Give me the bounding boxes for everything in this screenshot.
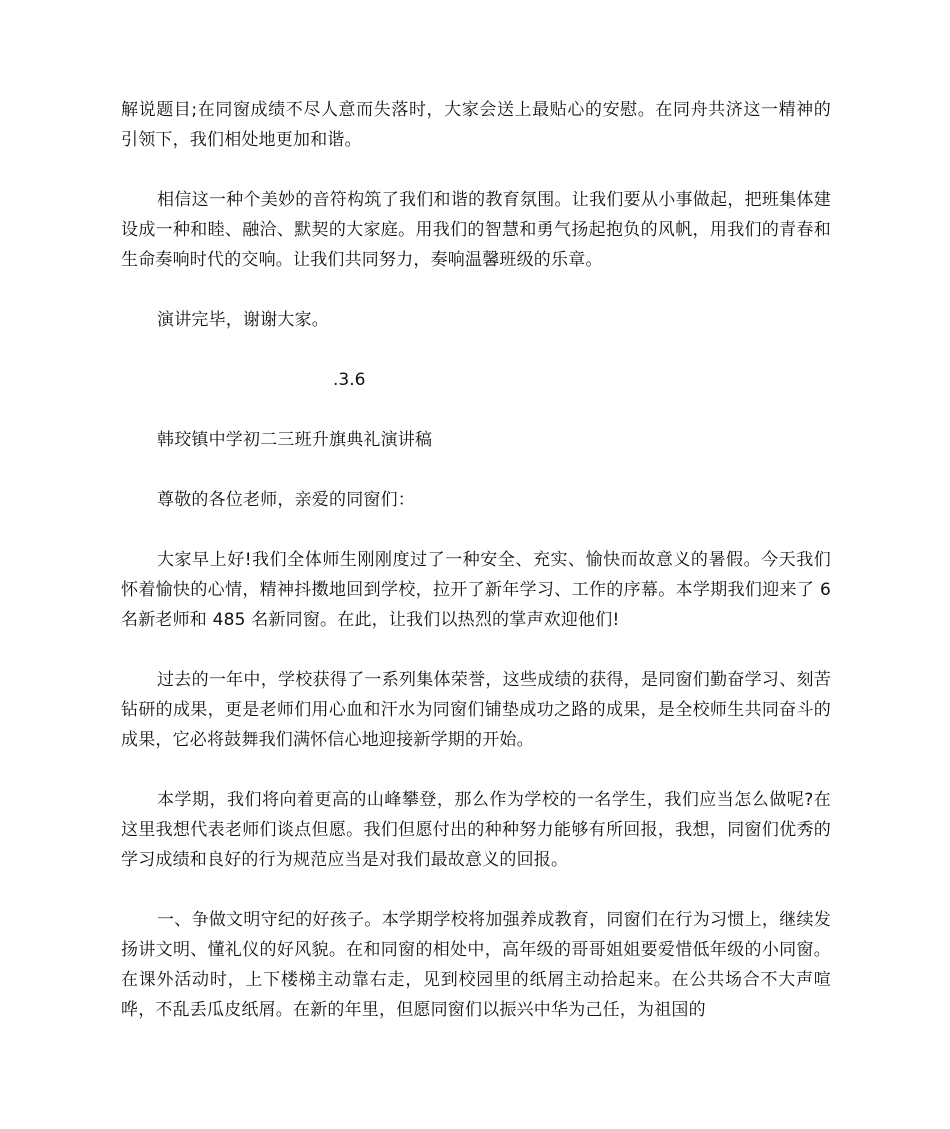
paragraph-civility: 一、争做文明守纪的好孩子。本学期学校将加强养成教育，同窗们在行为习惯上，继续发扬讲文明、懂礼仪的好风貌。在和同窗的相处中，高年级的哥哥姐姐要爱惜低年级的小同窗。在课外活动时，上下楼梯主动靠右走，见到校园里的纸屑主动拾起来。在公共场合不大声喧哗，不乱丢瓜皮纸屑。在新的年里，但愿同窗们以振兴中华为己任，为祖国的 — [121, 910, 831, 1020]
paragraph-past-year: 过去的一年中，学校获得了一系列集体荣誉，这些成绩的获得，是同窗们勤奋学习、刻苦钻研的成果，更是老师们用心血和汗水为同窗们铺垫成功之路的成果，是全校师生共同奋斗的成果，它必将鼓舞我们满怀信心地迎接新学期的开始。 — [121, 670, 831, 750]
paragraph-harmony: 相信这一种个美妙的音符构筑了我们和谐的教育氛围。让我们要从小事做起，把班集体建设成一种和睦、融洽、默契的大家庭。用我们的智慧和勇气扬起抱负的风帆，用我们的青春和生命奏响时代的交响。让我们共同努力，奏响温馨班级的乐章。 — [121, 190, 831, 270]
document-body — [121, 95, 831, 1055]
speech-closing: 演讲完毕，谢谢大家。 — [157, 310, 329, 330]
paragraph-this-semester: 本学期，我们将向着更高的山峰攀登，那么作为学校的一名学生，我们应当怎么做呢?在这里我想代表老师们谈点但愿。我们但愿付出的种种努力能够有所回报，我想，同窗们优秀的学习成绩和良好的行为规范应当是对我们最故意义的回报。 — [121, 790, 831, 870]
date-line: .3.6 — [333, 370, 366, 390]
speech-title: 韩珓镇中学初二三班升旗典礼演讲稿 — [157, 430, 433, 450]
paragraph-greeting: 大家早上好!我们全体师生刚刚度过了一种安全、充实、愉快而故意义的暑假。今天我们怀着愉快的心情，精神抖擞地回到学校，拉开了新年学习、工作的序幕。本学期我们迎来了 6 名新老师和 485 名新同窗。在此，让我们以热烈的掌声欢迎他们! — [121, 550, 831, 630]
salutation: 尊敬的各位老师，亲爱的同窗们： — [157, 490, 415, 510]
paragraph-continuation: 解说题目;在同窗成绩不尽人意而失落时，大家会送上最贴心的安慰。在同舟共济这一精神的引领下，我们相处地更加和谐。 — [121, 100, 831, 150]
